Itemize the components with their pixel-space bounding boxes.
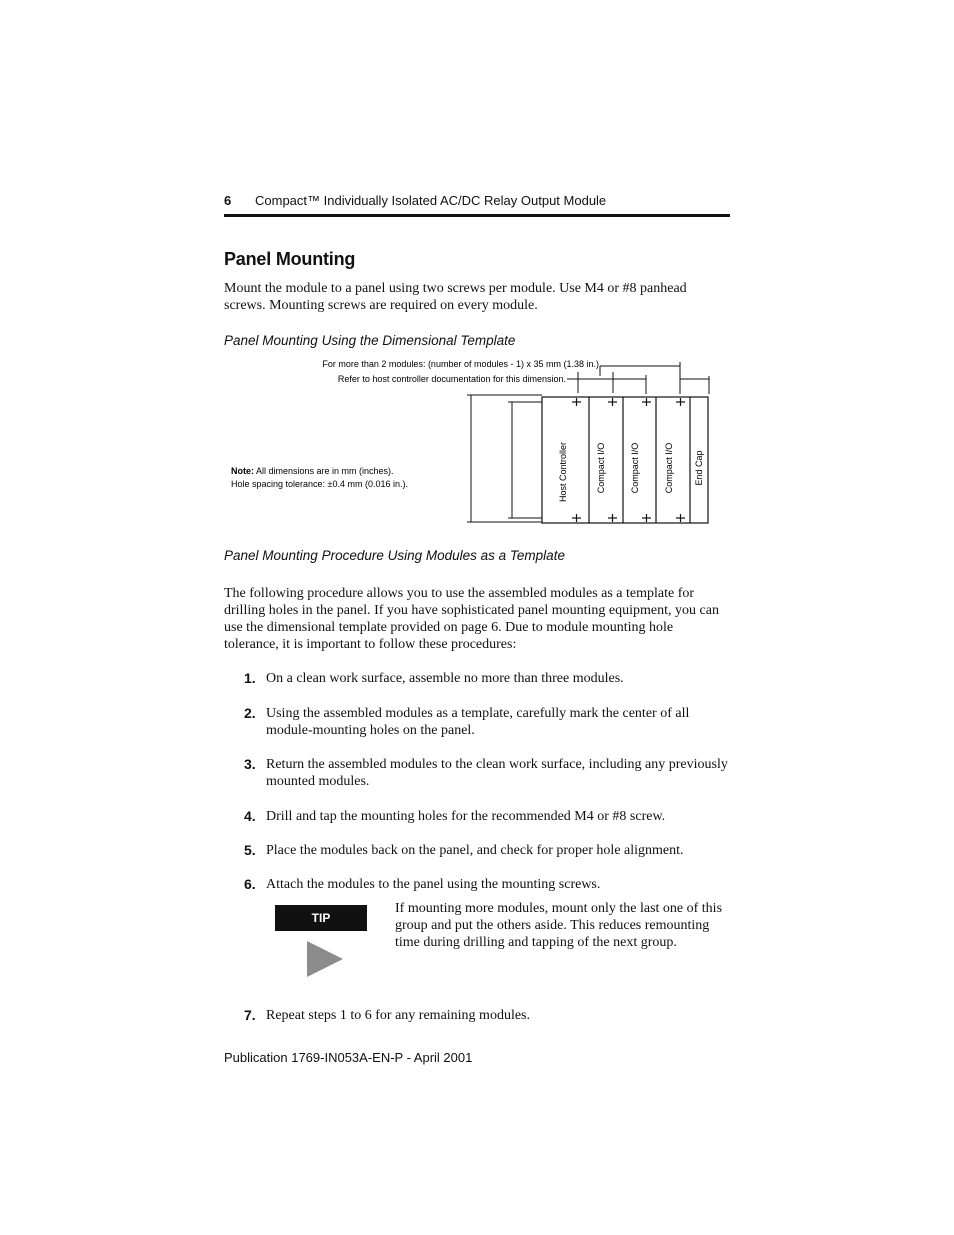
intro-paragraph: Mount the module to a panel using two screws per module. Use M4 or #8 panhead screws. Mounting screws are required on every module. bbox=[224, 281, 687, 313]
tip-arrow-icon bbox=[307, 941, 343, 977]
running-header-title: Compact™ Individually Isolated AC/DC Relay Output Module bbox=[255, 193, 607, 208]
step-number: 1. bbox=[244, 670, 256, 686]
dimension-lines bbox=[467, 362, 709, 522]
diagram-note bbox=[231, 466, 394, 476]
step-text: On a clean work surface, assemble no more than three modules. bbox=[266, 671, 624, 686]
module-label-compact-io-1: Compact I/O bbox=[596, 442, 606, 494]
step-text: Using the assembled modules as a template, carefully mark the center of all module-mounting holes on the panel. bbox=[266, 706, 690, 738]
dimension-note-host: Refer to host controller documentation for this dimension. bbox=[337, 374, 566, 384]
module-label-end-cap: End Cap bbox=[694, 450, 704, 486]
step-number: 2. bbox=[244, 705, 256, 721]
module-label-compact-io-2: Compact I/O bbox=[630, 442, 640, 494]
figure-caption: Panel Mounting Using the Dimensional Template bbox=[224, 333, 516, 348]
note-line-2: Hole spacing tolerance: ±0.4 mm (0.016 in.). bbox=[231, 479, 409, 489]
procedure-caption: Panel Mounting Procedure Using Modules as a Template bbox=[224, 548, 565, 563]
tip-badge: TIP bbox=[275, 905, 367, 931]
publication-footer: Publication 1769-IN053A-EN-P - April 2001 bbox=[224, 1050, 473, 1065]
step-text: Repeat steps 1 to 6 for any remaining modules. bbox=[266, 1008, 530, 1023]
step-text: Attach the modules to the panel using the mounting screws. bbox=[266, 877, 601, 892]
step-text: Return the assembled modules to the clean work surface, including any previously mounted modules. bbox=[266, 757, 728, 789]
dimensional-template-diagram bbox=[0, 0, 954, 540]
module-label-compact-io-3: Compact I/O bbox=[664, 442, 674, 494]
step-number: 4. bbox=[244, 808, 256, 824]
module-label-host-controller: Host Controller bbox=[558, 441, 568, 503]
step-number: 3. bbox=[244, 756, 256, 772]
step-number: 6. bbox=[244, 876, 256, 892]
tip-text: If mounting more modules, mount only the last one of this group and put the others aside. This reduces remounting time during drilling and tapping of the next group. bbox=[395, 901, 723, 950]
step-text: Drill and tap the mounting holes for the recommended M4 or #8 screw. bbox=[266, 809, 666, 824]
note-label: Note: bbox=[231, 466, 254, 476]
step-text: Place the modules back on the panel, and check for proper hole alignment. bbox=[266, 843, 684, 858]
note-line-1: All dimensions are in mm (inches). bbox=[254, 466, 394, 476]
procedure-intro: The following procedure allows you to use the assembled modules as a template for drilling holes in the panel. If you have sophisticated panel mounting equipment, you can use the dimensional template provided on page 6. Due to module mounting hole tolerance, it is important to follow these procedures: bbox=[224, 586, 719, 652]
page-number: 6 bbox=[224, 193, 232, 208]
dimension-note-modules: For more than 2 modules: (number of modules - 1) x 35 mm (1.38 in.) bbox=[322, 359, 599, 369]
section-title: Panel Mounting bbox=[224, 249, 356, 269]
step-number: 5. bbox=[244, 842, 256, 858]
step-number: 7. bbox=[244, 1007, 256, 1023]
